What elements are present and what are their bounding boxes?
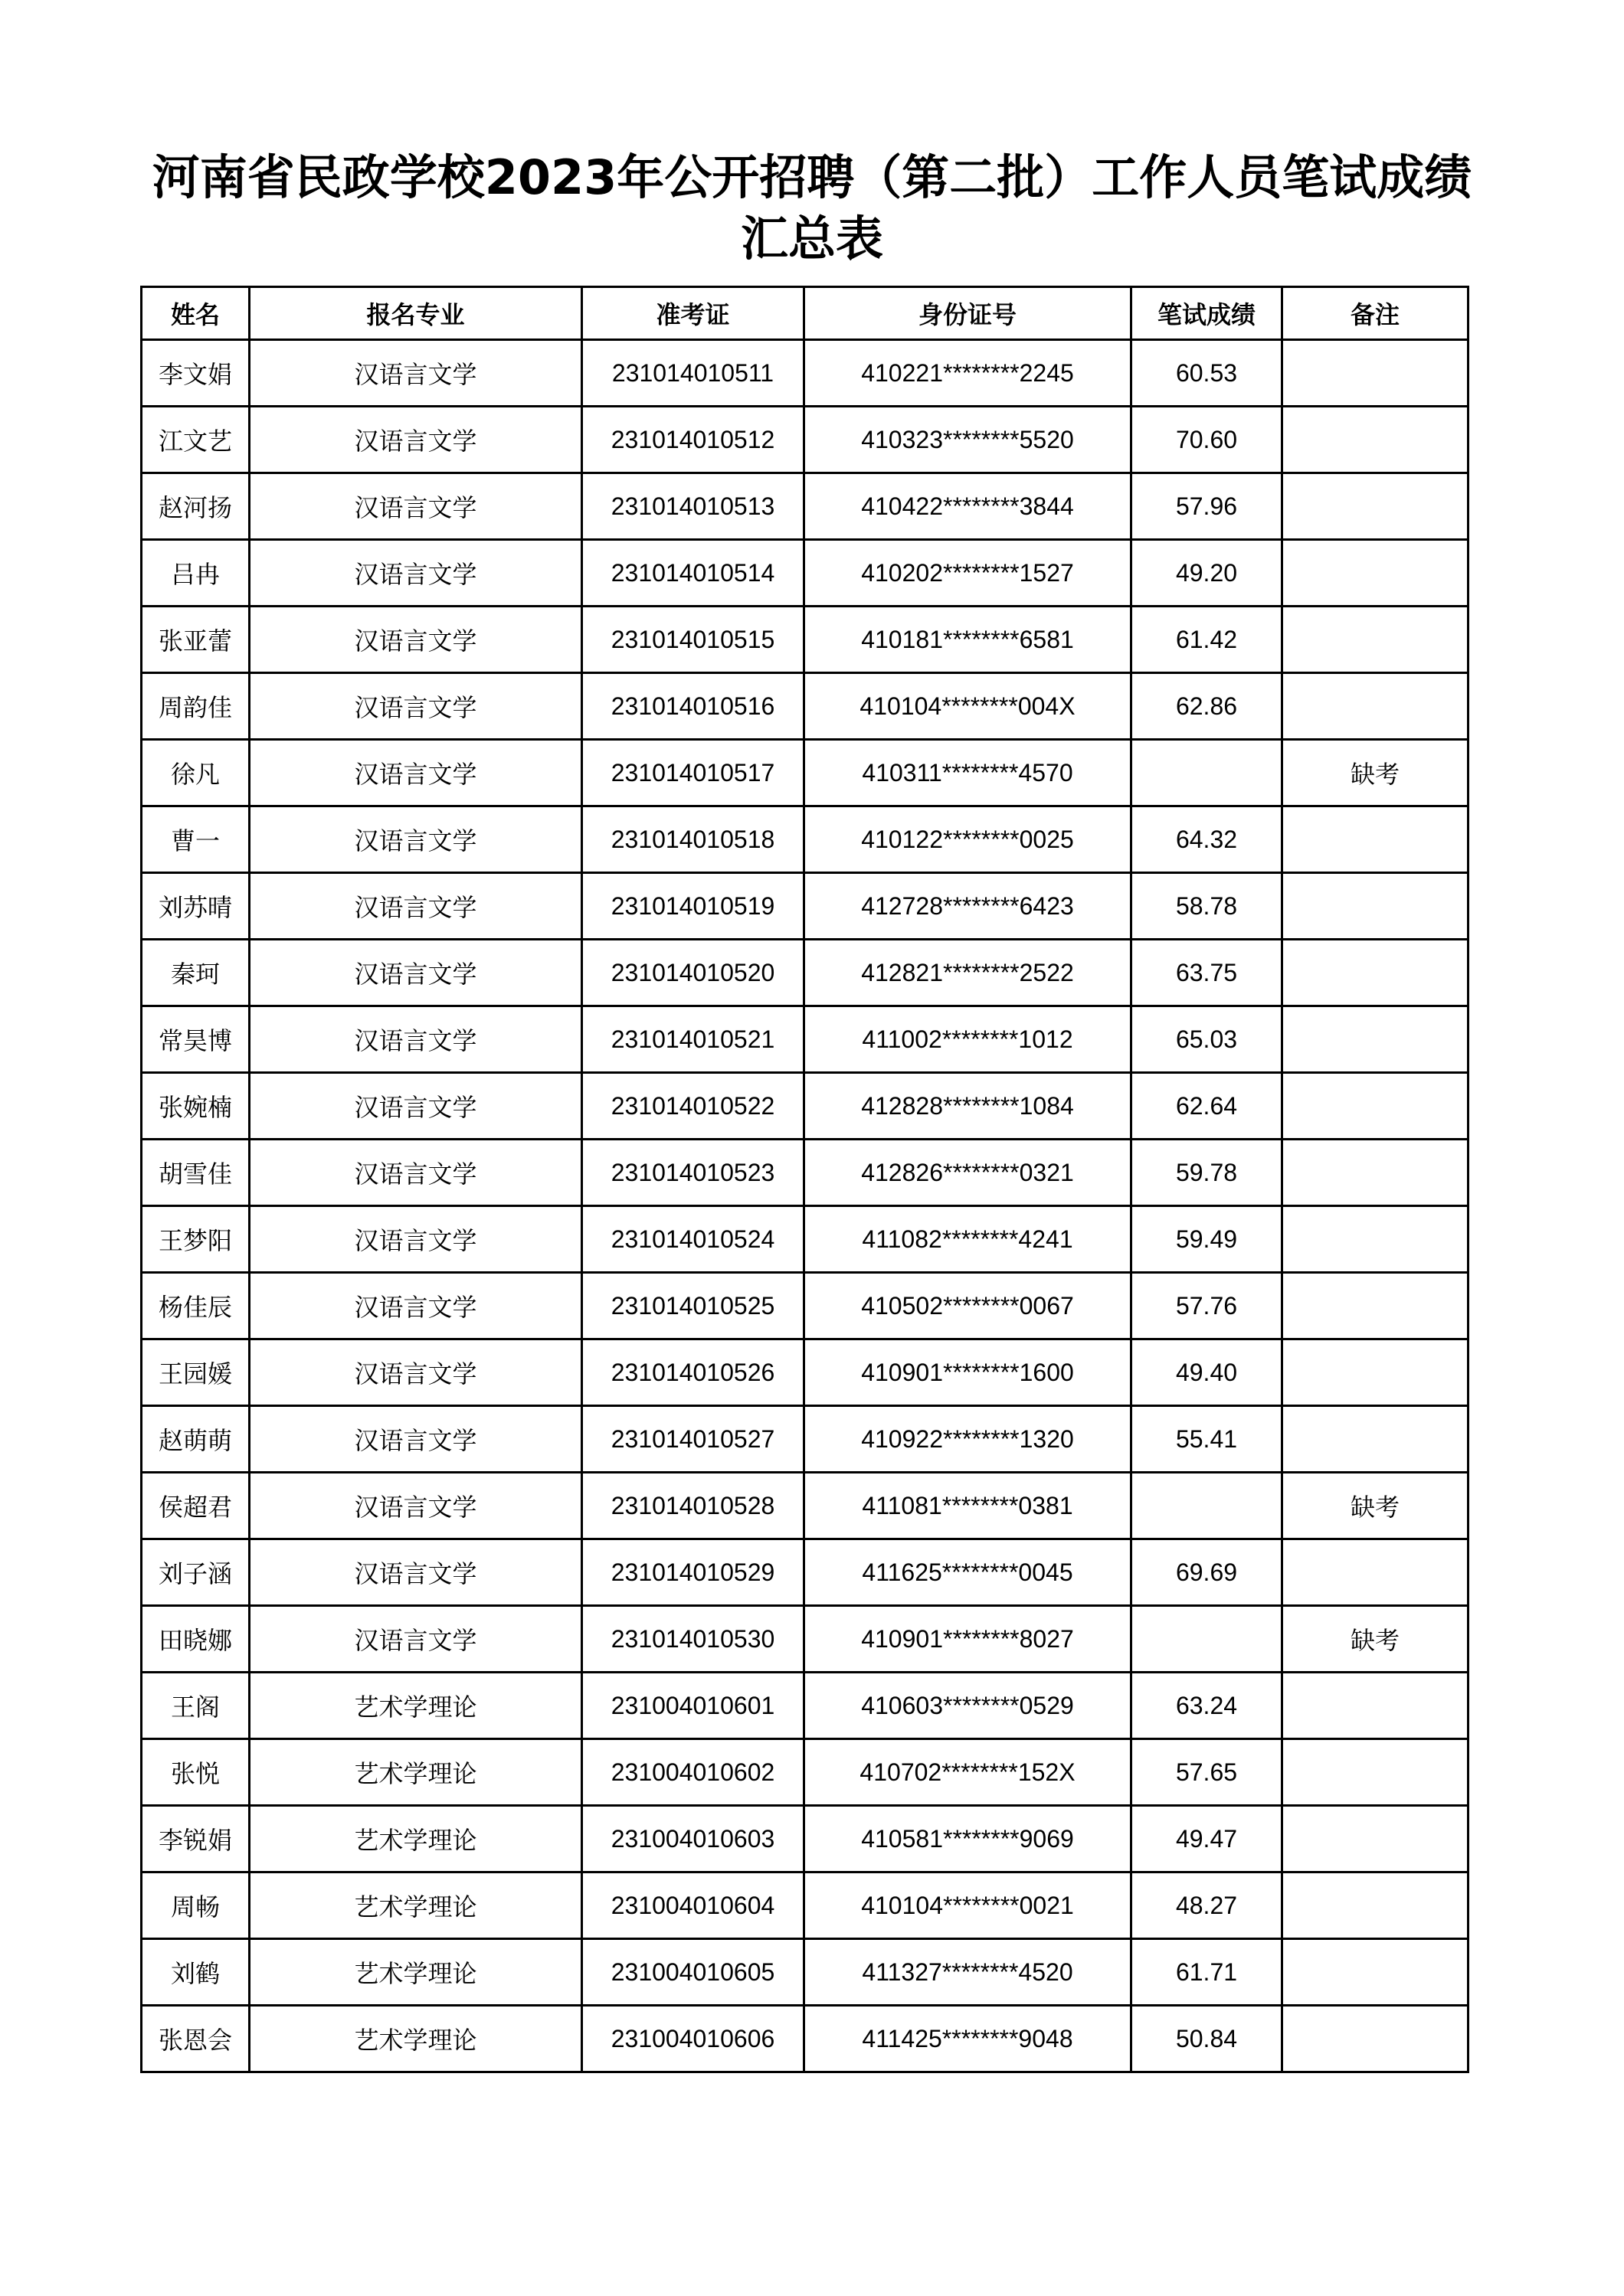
table-row — [142, 540, 1468, 607]
cell-note — [1282, 1739, 1468, 1806]
cell-major: 艺术学理论 — [250, 1872, 582, 1939]
cell-id-number: 410922********1320 — [804, 1406, 1131, 1473]
cell-name: 张婉楠 — [142, 1073, 250, 1140]
cell-score: 49.47 — [1131, 1806, 1282, 1872]
header-id-number: 身份证号 — [804, 287, 1131, 340]
table-row — [142, 2006, 1468, 2072]
header-row — [142, 287, 1468, 340]
cell-ticket: 231014010513 — [582, 473, 804, 540]
cell-ticket: 231014010514 — [582, 540, 804, 607]
cell-name: 胡雪佳 — [142, 1140, 250, 1206]
table-row — [142, 1206, 1468, 1273]
cell-score: 57.96 — [1131, 473, 1282, 540]
results-table — [140, 286, 1469, 2073]
cell-name: 李文娟 — [142, 340, 250, 407]
cell-name: 杨佳辰 — [142, 1273, 250, 1339]
cell-major: 艺术学理论 — [250, 2006, 582, 2072]
cell-score: 48.27 — [1131, 1872, 1282, 1939]
cell-id-number: 411002********1012 — [804, 1006, 1131, 1073]
cell-ticket: 231004010603 — [582, 1806, 804, 1872]
cell-note — [1282, 473, 1468, 540]
cell-ticket: 231014010512 — [582, 407, 804, 473]
cell-id-number: 410901********1600 — [804, 1339, 1131, 1406]
table-row — [142, 1539, 1468, 1606]
cell-name: 李锐娟 — [142, 1806, 250, 1872]
cell-major: 汉语言文学 — [250, 1473, 582, 1539]
cell-id-number: 412728********6423 — [804, 873, 1131, 940]
cell-score: 49.40 — [1131, 1339, 1282, 1406]
header-major: 报名专业 — [250, 287, 582, 340]
table-row — [142, 873, 1468, 940]
table-row — [142, 607, 1468, 673]
cell-id-number: 410122********0025 — [804, 806, 1131, 873]
table-row — [142, 740, 1468, 806]
table-row — [142, 1806, 1468, 1872]
cell-name: 徐凡 — [142, 740, 250, 806]
cell-score: 64.32 — [1131, 806, 1282, 873]
cell-score: 63.75 — [1131, 940, 1282, 1006]
cell-major: 汉语言文学 — [250, 1606, 582, 1673]
cell-id-number: 412828********1084 — [804, 1073, 1131, 1140]
cell-note — [1282, 806, 1468, 873]
cell-score — [1131, 1606, 1282, 1673]
cell-score: 65.03 — [1131, 1006, 1282, 1073]
table-row — [142, 1606, 1468, 1673]
cell-id-number: 411625********0045 — [804, 1539, 1131, 1606]
cell-score: 59.78 — [1131, 1140, 1282, 1206]
cell-name: 王园媛 — [142, 1339, 250, 1406]
cell-name: 常昊博 — [142, 1006, 250, 1073]
cell-ticket: 231014010521 — [582, 1006, 804, 1073]
cell-score: 62.86 — [1131, 673, 1282, 740]
cell-id-number: 412821********2522 — [804, 940, 1131, 1006]
cell-id-number: 410581********9069 — [804, 1806, 1131, 1872]
cell-note: 缺考 — [1282, 1473, 1468, 1539]
cell-note — [1282, 607, 1468, 673]
cell-major: 汉语言文学 — [250, 340, 582, 407]
cell-name: 赵萌萌 — [142, 1406, 250, 1473]
cell-major: 艺术学理论 — [250, 1806, 582, 1872]
cell-note — [1282, 940, 1468, 1006]
table-row — [142, 1473, 1468, 1539]
cell-ticket: 231014010529 — [582, 1539, 804, 1606]
cell-id-number: 410502********0067 — [804, 1273, 1131, 1339]
cell-id-number: 410603********0529 — [804, 1673, 1131, 1739]
cell-note — [1282, 1339, 1468, 1406]
cell-name: 王梦阳 — [142, 1206, 250, 1273]
cell-ticket: 231004010604 — [582, 1872, 804, 1939]
cell-name: 刘子涵 — [142, 1539, 250, 1606]
cell-id-number: 410422********3844 — [804, 473, 1131, 540]
cell-major: 艺术学理论 — [250, 1939, 582, 2006]
cell-name: 赵河扬 — [142, 473, 250, 540]
cell-name: 刘鹤 — [142, 1939, 250, 2006]
cell-ticket: 231014010519 — [582, 873, 804, 940]
cell-name: 刘苏晴 — [142, 873, 250, 940]
cell-ticket: 231014010523 — [582, 1140, 804, 1206]
table-row — [142, 806, 1468, 873]
cell-score: 60.53 — [1131, 340, 1282, 407]
cell-note — [1282, 1939, 1468, 2006]
page-title-line-1: 河南省民政学校2023年公开招聘（第二批）工作人员笔试成绩 — [152, 149, 1472, 205]
cell-ticket: 231014010518 — [582, 806, 804, 873]
cell-ticket: 231004010606 — [582, 2006, 804, 2072]
cell-ticket: 231014010522 — [582, 1073, 804, 1140]
cell-major: 汉语言文学 — [250, 1140, 582, 1206]
cell-score: 61.42 — [1131, 607, 1282, 673]
cell-name: 张亚蕾 — [142, 607, 250, 673]
cell-id-number: 412826********0321 — [804, 1140, 1131, 1206]
cell-id-number: 411327********4520 — [804, 1939, 1131, 2006]
cell-id-number: 410221********2245 — [804, 340, 1131, 407]
cell-ticket: 231014010526 — [582, 1339, 804, 1406]
cell-major: 汉语言文学 — [250, 473, 582, 540]
cell-note — [1282, 1806, 1468, 1872]
cell-score: 57.76 — [1131, 1273, 1282, 1339]
cell-score: 69.69 — [1131, 1539, 1282, 1606]
cell-major: 汉语言文学 — [250, 1206, 582, 1273]
header-name: 姓名 — [142, 287, 250, 340]
table-row — [142, 1872, 1468, 1939]
table-row — [142, 1140, 1468, 1206]
cell-ticket: 231014010527 — [582, 1406, 804, 1473]
cell-name: 侯超君 — [142, 1473, 250, 1539]
cell-score: 59.49 — [1131, 1206, 1282, 1273]
cell-note — [1282, 1872, 1468, 1939]
cell-major: 汉语言文学 — [250, 407, 582, 473]
cell-major: 艺术学理论 — [250, 1673, 582, 1739]
cell-note — [1282, 1539, 1468, 1606]
cell-score: 49.20 — [1131, 540, 1282, 607]
cell-ticket: 231014010517 — [582, 740, 804, 806]
cell-major: 汉语言文学 — [250, 1406, 582, 1473]
cell-note — [1282, 1073, 1468, 1140]
cell-major: 汉语言文学 — [250, 1073, 582, 1140]
cell-note — [1282, 540, 1468, 607]
cell-id-number: 411081********0381 — [804, 1473, 1131, 1539]
table-row — [142, 1739, 1468, 1806]
cell-ticket: 231014010515 — [582, 607, 804, 673]
cell-name: 曹一 — [142, 806, 250, 873]
cell-score — [1131, 740, 1282, 806]
cell-name: 张悦 — [142, 1739, 250, 1806]
header-score: 笔试成绩 — [1131, 287, 1282, 340]
cell-score: 50.84 — [1131, 2006, 1282, 2072]
cell-note — [1282, 1406, 1468, 1473]
cell-score: 57.65 — [1131, 1739, 1282, 1806]
cell-ticket: 231014010524 — [582, 1206, 804, 1273]
cell-ticket: 231014010511 — [582, 340, 804, 407]
cell-major: 汉语言文学 — [250, 1006, 582, 1073]
cell-score — [1131, 1473, 1282, 1539]
table-row — [142, 1273, 1468, 1339]
cell-score: 58.78 — [1131, 873, 1282, 940]
cell-note — [1282, 340, 1468, 407]
table-row — [142, 1073, 1468, 1140]
cell-id-number: 410202********1527 — [804, 540, 1131, 607]
cell-id-number: 410104********004X — [804, 673, 1131, 740]
table-row — [142, 1673, 1468, 1739]
cell-note: 缺考 — [1282, 740, 1468, 806]
table-header — [142, 287, 1468, 340]
cell-name: 周韵佳 — [142, 673, 250, 740]
cell-name: 王阁 — [142, 1673, 250, 1739]
table-row — [142, 1406, 1468, 1473]
table-body — [142, 340, 1468, 2072]
header-note: 备注 — [1282, 287, 1468, 340]
cell-ticket: 231014010530 — [582, 1606, 804, 1673]
cell-id-number: 410104********0021 — [804, 1872, 1131, 1939]
cell-note — [1282, 673, 1468, 740]
page-title — [0, 147, 1624, 270]
cell-id-number: 410311********4570 — [804, 740, 1131, 806]
cell-note — [1282, 2006, 1468, 2072]
cell-id-number: 411082********4241 — [804, 1206, 1131, 1273]
table-row — [142, 340, 1468, 407]
cell-note — [1282, 1206, 1468, 1273]
cell-ticket: 231014010516 — [582, 673, 804, 740]
cell-score: 62.64 — [1131, 1073, 1282, 1140]
cell-score: 61.71 — [1131, 1939, 1282, 2006]
cell-note: 缺考 — [1282, 1606, 1468, 1673]
cell-ticket: 231004010605 — [582, 1939, 804, 2006]
cell-ticket: 231014010525 — [582, 1273, 804, 1339]
cell-major: 汉语言文学 — [250, 873, 582, 940]
cell-note — [1282, 1006, 1468, 1073]
table-row — [142, 673, 1468, 740]
table-row — [142, 1006, 1468, 1073]
cell-name: 秦珂 — [142, 940, 250, 1006]
table-row — [142, 407, 1468, 473]
cell-note — [1282, 1273, 1468, 1339]
cell-name: 吕冉 — [142, 540, 250, 607]
table-row — [142, 473, 1468, 540]
header-ticket: 准考证 — [582, 287, 804, 340]
cell-id-number: 410181********6581 — [804, 607, 1131, 673]
cell-name: 周畅 — [142, 1872, 250, 1939]
table-row — [142, 940, 1468, 1006]
cell-score: 63.24 — [1131, 1673, 1282, 1739]
cell-name: 张恩会 — [142, 2006, 250, 2072]
cell-score: 70.60 — [1131, 407, 1282, 473]
table-row — [142, 1939, 1468, 2006]
cell-major: 汉语言文学 — [250, 740, 582, 806]
cell-note — [1282, 873, 1468, 940]
cell-major: 汉语言文学 — [250, 1339, 582, 1406]
cell-name: 江文艺 — [142, 407, 250, 473]
cell-major: 汉语言文学 — [250, 1539, 582, 1606]
cell-major: 汉语言文学 — [250, 540, 582, 607]
cell-name: 田晓娜 — [142, 1606, 250, 1673]
cell-id-number: 410901********8027 — [804, 1606, 1131, 1673]
cell-id-number: 411425********9048 — [804, 2006, 1131, 2072]
cell-major: 汉语言文学 — [250, 940, 582, 1006]
cell-score: 55.41 — [1131, 1406, 1282, 1473]
cell-major: 汉语言文学 — [250, 607, 582, 673]
cell-ticket: 231004010601 — [582, 1673, 804, 1739]
cell-note — [1282, 407, 1468, 473]
cell-major: 艺术学理论 — [250, 1739, 582, 1806]
cell-major: 汉语言文学 — [250, 806, 582, 873]
cell-ticket: 231014010528 — [582, 1473, 804, 1539]
cell-id-number: 410323********5520 — [804, 407, 1131, 473]
cell-id-number: 410702********152X — [804, 1739, 1131, 1806]
cell-ticket: 231004010602 — [582, 1739, 804, 1806]
cell-major: 汉语言文学 — [250, 1273, 582, 1339]
page-title-line-2: 汇总表 — [740, 211, 883, 267]
cell-major: 汉语言文学 — [250, 673, 582, 740]
cell-ticket: 231014010520 — [582, 940, 804, 1006]
cell-note — [1282, 1140, 1468, 1206]
cell-note — [1282, 1673, 1468, 1739]
table-row — [142, 1339, 1468, 1406]
